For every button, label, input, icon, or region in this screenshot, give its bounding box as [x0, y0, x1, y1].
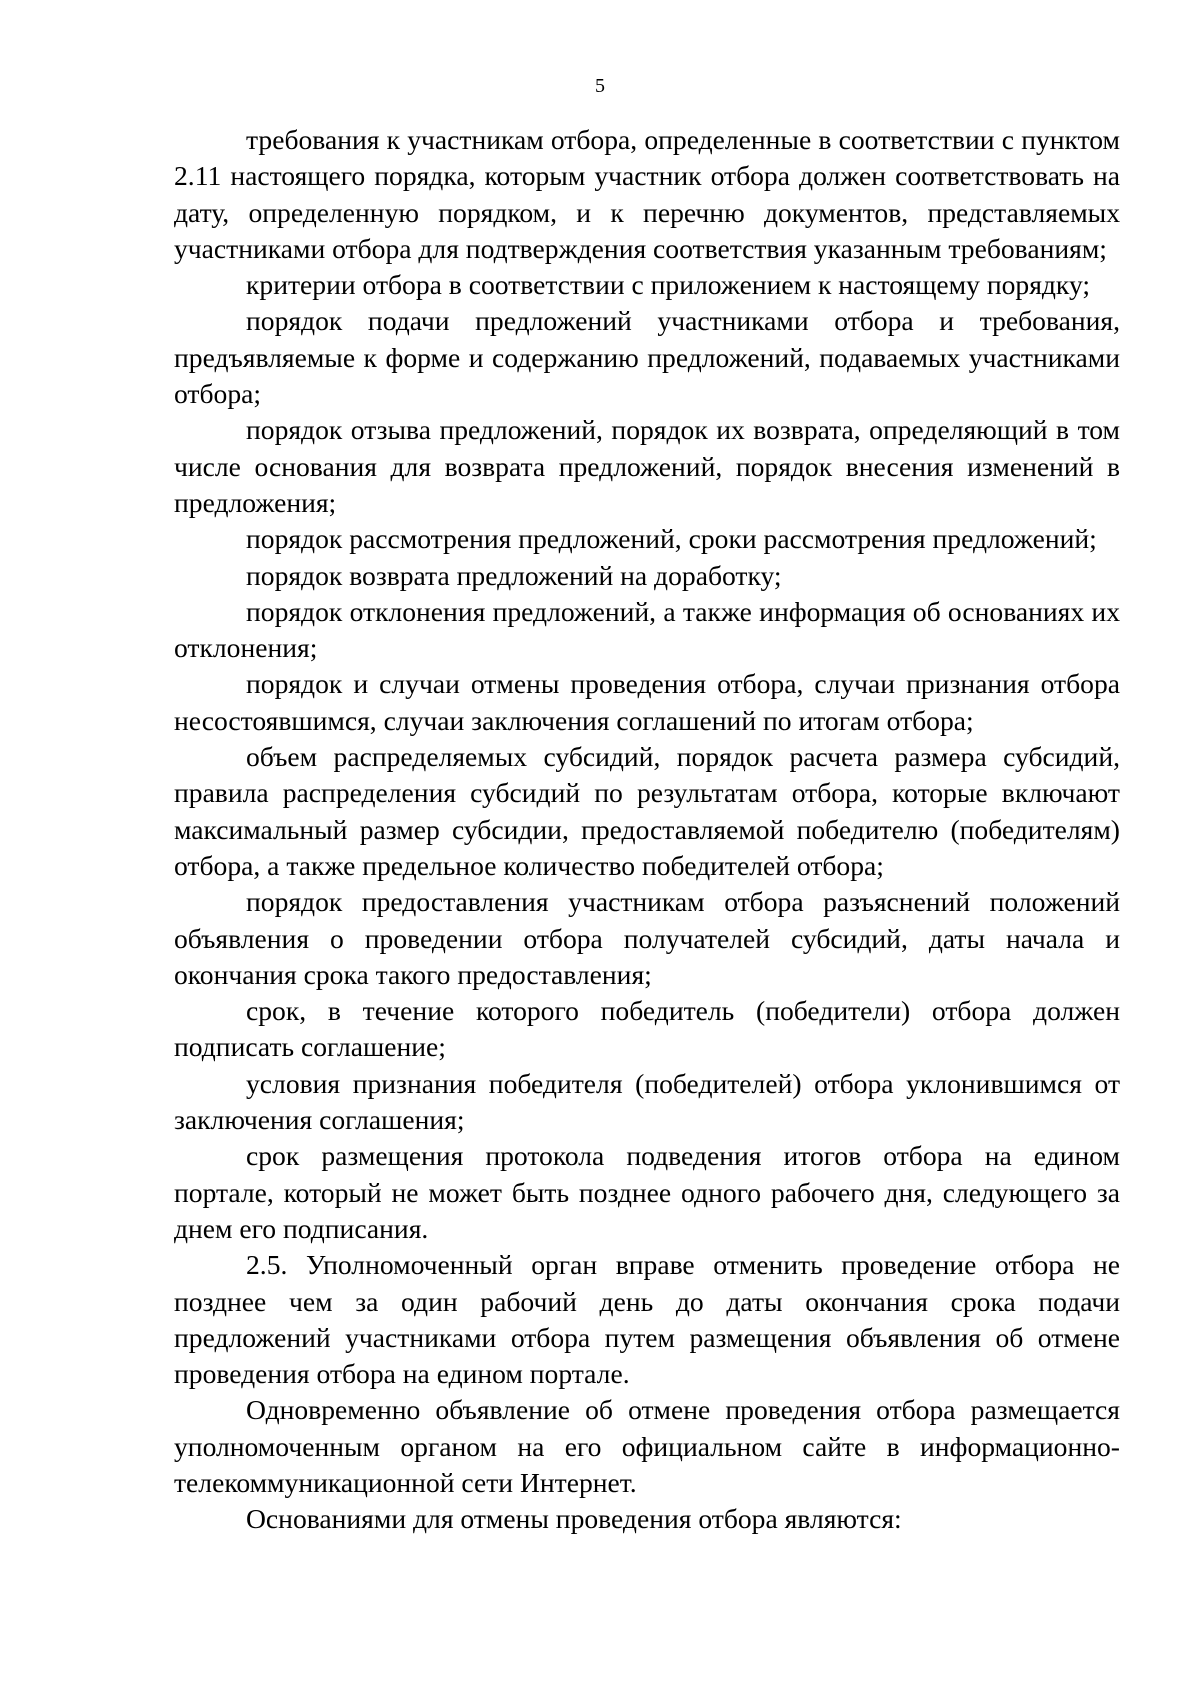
paragraph-review-procedure: порядок рассмотрения предложений, сроки рассмотрения предложений;	[246, 523, 1097, 555]
paragraph-cancellation-grounds: Основаниями для отмены проведения отбора являются:	[246, 1503, 902, 1535]
paragraph-cancellation-cases: порядок и случаи отмены проведения отбора, случаи признания отбора несостоявшимся, случаи заключения соглашений по итогам отбора;	[174, 668, 1120, 736]
paragraph-subsidy-volume: объем распределяемых субсидий, порядок расчета размера субсидий, правила распределения субсидий по результатам отбора, которые включают максимальный размер субсидии, предоставляемой победителю (победителям) отбора, а также предельное количество победителей отбора;	[174, 741, 1120, 881]
document-body	[174, 122, 1120, 1538]
paragraph-signing-deadline: срок, в течение которого победитель (победители) отбора должен подписать соглашение;	[174, 995, 1120, 1063]
paragraph-official-site-notice: Одновременно объявление об отмене проведения отбора размещается уполномоченным органом на его официальном сайте в информационно-телекоммуникационной сети Интернет.	[174, 1394, 1120, 1498]
paragraph-participant-requirements: требования к участникам отбора, определенные в соответствии с пунктом 2.11 настоящего порядка, которым участник отбора должен соответствовать на дату, определенную порядком, и к перечню документов, представляемых участниками отбора для подтверждения соответствия указанным требованиям;	[174, 124, 1120, 264]
paragraph-submission-procedure: порядок подачи предложений участниками отбора и требования, предъявляемые к форме и содержанию предложений, подаваемых участниками отбора;	[174, 305, 1120, 410]
paragraph-evasion-conditions: условия признания победителя (победителей) отбора уклонившимся от заключения соглашения;	[174, 1067, 1120, 1136]
page-number: 5	[595, 75, 605, 97]
paragraph-protocol-deadline: срок размещения протокола подведения итогов отбора на едином портале, который не может быть позднее одного рабочего дня, следующего за днем его подписания.	[174, 1140, 1120, 1244]
paragraph-selection-criteria: критерии отбора в соответствии с приложением к настоящему порядку;	[246, 269, 1091, 301]
paragraph-section-2-5: 2.5. Уполномоченный орган вправе отменить проведение отбора не позднее чем за один рабочий день до даты окончания срока подачи предложений участниками отбора путем размещения объявления об отмене проведения отбора на едином портале.	[174, 1249, 1120, 1390]
paragraph-rejection-procedure: порядок отклонения предложений, а также информация об основаниях их отклонения;	[174, 595, 1120, 664]
paragraph-withdrawal-procedure: порядок отзыва предложений, порядок их возврата, определяющий в том числе основания для возврата предложений, порядок внесения изменений в предложения;	[174, 414, 1120, 518]
paragraph-clarifications: порядок предоставления участникам отбора разъяснений положений объявления о проведении отбора получателей субсидий, даты начала и окончания срока такого предоставления;	[174, 886, 1120, 990]
paragraph-return-for-revision: порядок возврата предложений на доработку;	[246, 559, 782, 591]
